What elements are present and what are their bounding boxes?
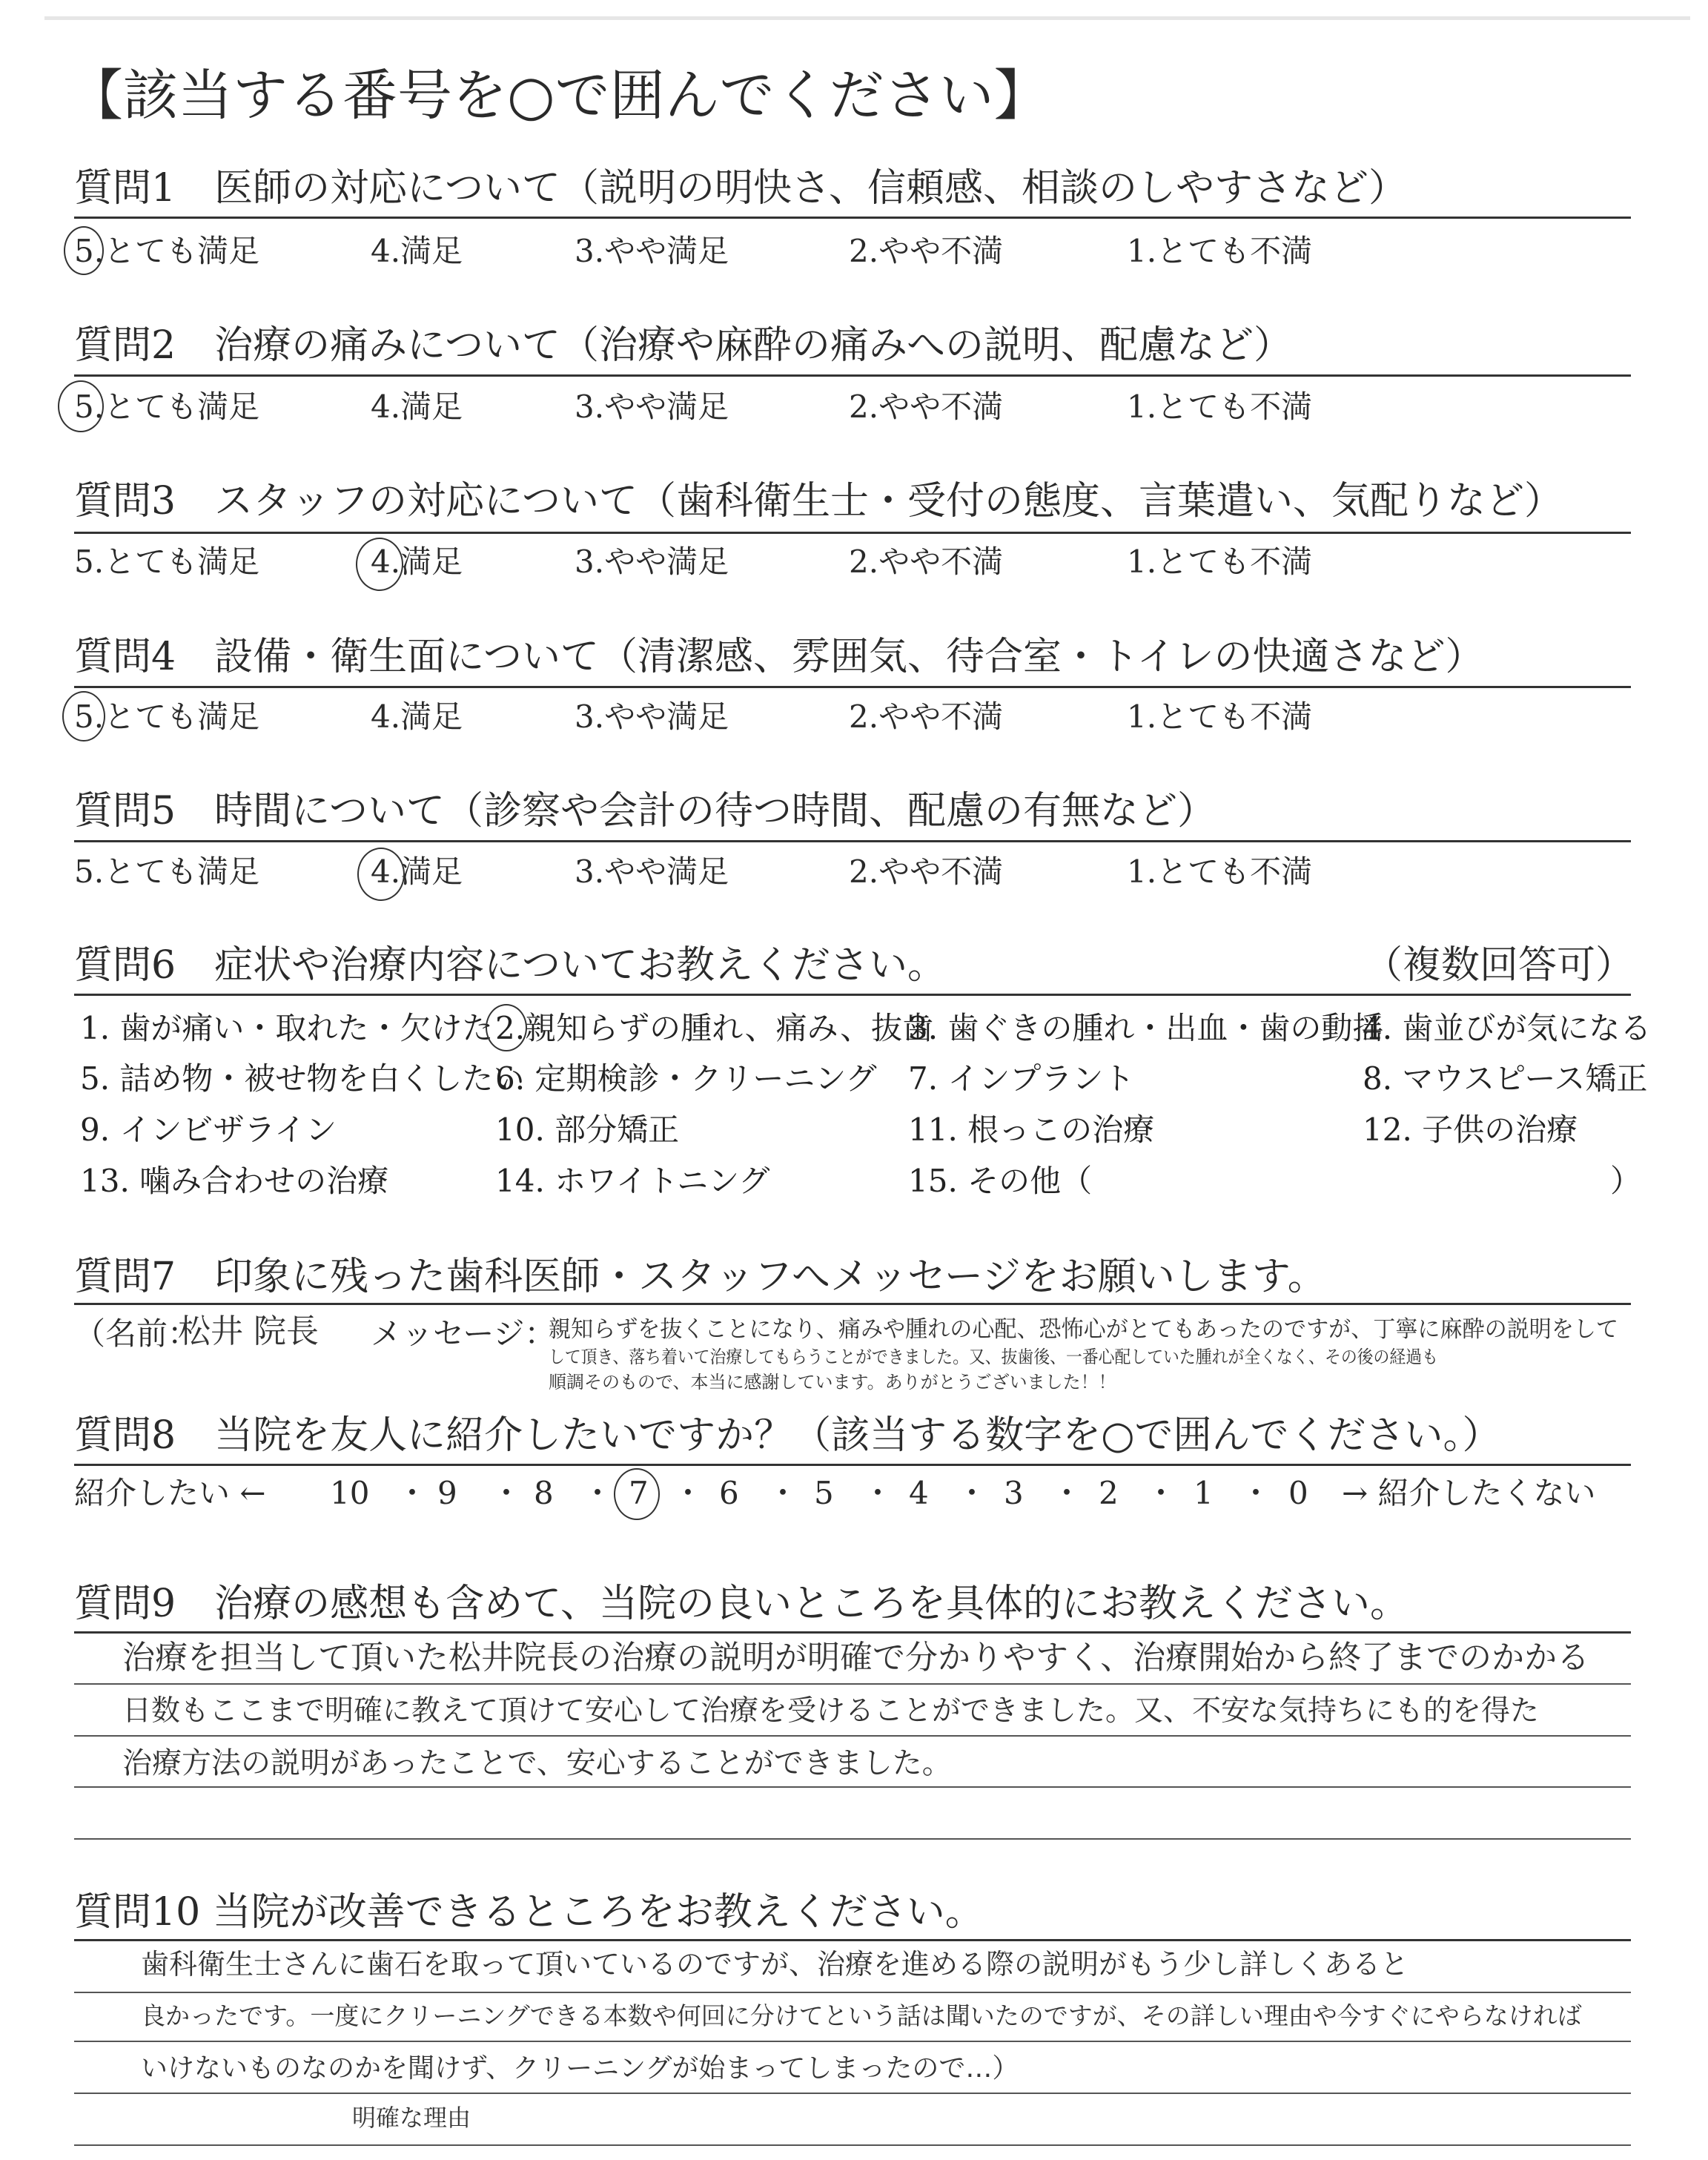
q10-answer-rule (74, 2093, 1631, 2094)
q5-option-5[interactable]: 5.とても満足 (74, 853, 260, 890)
q1-option-1[interactable]: 1.とても不満 (1127, 233, 1313, 269)
q1-option-3[interactable]: 3.やや満足 (575, 233, 729, 269)
question-2-rule (74, 374, 1631, 377)
q8-selection-circle (614, 1468, 660, 1520)
question-3-title: 質問3 スタッフの対応について（歯科衛生士・受付の態度、言葉遣い、気配りなど） (74, 479, 1563, 524)
q3-option-2[interactable]: 2.やや不満 (849, 544, 1004, 580)
q2-option-3[interactable]: 3.やや満足 (575, 389, 729, 425)
message-line-3[interactable]: 順調そのもので、本当に感謝しています。ありがとうございました！！ (549, 1372, 1116, 1393)
q6-option-11[interactable]: 11. 根っこの治療 (908, 1112, 1155, 1148)
q6-option-15[interactable]: 15. その他（ (908, 1163, 1093, 1199)
scale-dot: ・ (956, 1475, 988, 1511)
scale-dot: ・ (767, 1475, 799, 1511)
q2-option-4[interactable]: 4.満足 (371, 389, 463, 425)
q5-option-4[interactable]: 4.満足 (371, 853, 463, 890)
q4-option-4[interactable]: 4.満足 (371, 698, 463, 735)
q6-option-12[interactable]: 12. 子供の治療 (1363, 1112, 1578, 1148)
q10-answer-rule (74, 2144, 1631, 2146)
question-6-note: （複数回答可） (1364, 943, 1635, 988)
scale-dot: ・ (491, 1475, 523, 1511)
q10-answer-rule (74, 2041, 1631, 2042)
q6-option-14[interactable]: 14. ホワイトニング (495, 1163, 770, 1199)
q10-answer-line-3[interactable]: いけないものなのかを聞けず、クリーニングが始まってしまったので…） (141, 2053, 1019, 2084)
q9-answer-rule (74, 1683, 1631, 1685)
q6-option-1[interactable]: 1. 歯が痛い・取れた・欠けた (80, 1010, 494, 1046)
question-1-rule (74, 217, 1631, 219)
top-border (44, 16, 1690, 20)
q4-option-3[interactable]: 3.やや満足 (575, 698, 729, 735)
scale-dot: ・ (1240, 1475, 1272, 1511)
scale-5[interactable]: 5 (814, 1475, 834, 1511)
question-5-rule (74, 840, 1631, 842)
question-9-rule (74, 1631, 1631, 1634)
q2-option-1[interactable]: 1.とても不満 (1127, 389, 1313, 425)
scale-dot: ・ (672, 1475, 704, 1511)
question-5-title: 質問5 時間について（診察や会計の待つ時間、配慮の有無など） (74, 789, 1217, 833)
q9-answer-rule (74, 1786, 1631, 1788)
scale-1[interactable]: 1 (1194, 1475, 1214, 1511)
q9-answer-line-1[interactable]: 治療を担当して頂いた松井院長の治療の説明が明確で分かりやすく、治療開始から終了までのかかる (122, 1639, 1590, 1677)
q4-option-5[interactable]: 5.とても満足 (74, 698, 260, 735)
not-recommend-label: → 紹介したくない (1342, 1475, 1596, 1511)
q4-selection-circle (62, 691, 105, 742)
q2-option-5[interactable]: 5.とても満足 (74, 389, 260, 425)
q1-selection-circle (64, 226, 104, 275)
q9-answer-line-2[interactable]: 日数もここまで明確に教えて頂けて安心して治療を受けることができました。又、不安な気持ちにも的を得た (122, 1694, 1540, 1728)
q2-option-2[interactable]: 2.やや不満 (849, 389, 1004, 425)
q10-answer-rule (74, 1992, 1631, 1993)
message-line-1[interactable]: 親知らずを抜くことになり、痛みや腫れの心配、恐怖心がとてもあったのですが、丁寧に麻酔の説明をして (549, 1316, 1619, 1343)
q3-option-4[interactable]: 4.満足 (371, 544, 463, 580)
question-3-rule (74, 532, 1631, 534)
scale-8[interactable]: 8 (534, 1475, 554, 1511)
scale-6[interactable]: 6 (719, 1475, 739, 1511)
q5-selection-circle (357, 848, 405, 901)
question-7-title: 質問7 印象に残った歯科医師・スタッフへメッセージをお願いします。 (74, 1255, 1326, 1299)
message-line-2[interactable]: して頂き、落ち着いて治療してもらうことができました。又、抜歯後、一番心配していた腫れが全くなく、その後の経過も (549, 1347, 1438, 1367)
question-1-title: 質問1 医師の対応について（説明の明快さ、信頼感、相談のしやすさなど） (74, 166, 1407, 211)
q6-option-9[interactable]: 9. インビザライン (80, 1112, 337, 1148)
q6-option-2[interactable]: 2.親知らずの腫れ、痛み、抜歯 (495, 1010, 934, 1046)
q6-option-13[interactable]: 13. 噛み合わせの治療 (80, 1163, 389, 1199)
scale-dot: ・ (1051, 1475, 1083, 1511)
name-label: （名前： (74, 1315, 199, 1352)
question-2-title: 質問2 治療の痛みについて（治療や麻酔の痛みへの説明、配慮など） (74, 323, 1293, 368)
q10-answer-line-2[interactable]: 良かったです。一度にクリーニングできる本数や何回に分けてという話は聞いたのですが、その詳しい理由や今すぐにやらなければ (141, 2001, 1582, 2030)
question-6-title: 質問6 症状や治療内容についてお教えください。 (74, 943, 947, 988)
scale-3[interactable]: 3 (1004, 1475, 1024, 1511)
q4-option-2[interactable]: 2.やや不満 (849, 698, 1004, 735)
q5-option-3[interactable]: 3.やや満足 (575, 853, 729, 890)
q3-option-1[interactable]: 1.とても不満 (1127, 544, 1313, 580)
question-8-title: 質問8 当院を友人に紹介したいですか？（該当する数字を○で囲んでください。） (74, 1413, 1501, 1458)
q6-option-15-close: ） (1610, 1163, 1642, 1199)
q6-option-10[interactable]: 10. 部分矯正 (495, 1112, 680, 1148)
q10-answer-line-1[interactable]: 歯科衛生士さんに歯石を取って頂いているのですが、治療を進める際の説明がもう少し詳しくあると (141, 1948, 1409, 1981)
scale-10[interactable]: 10 (330, 1475, 370, 1511)
q1-option-2[interactable]: 2.やや不満 (849, 233, 1004, 269)
scale-dot: ・ (862, 1475, 894, 1511)
q9-answer-rule (74, 1735, 1631, 1737)
q9-answer-rule (74, 1838, 1631, 1840)
recommend-label: 紹介したい ← (74, 1475, 266, 1511)
q10-insert-note[interactable]: 明確な理由 (352, 2104, 471, 2132)
scale-dot: ・ (1145, 1475, 1177, 1511)
q1-option-5[interactable]: 5.とても満足 (74, 233, 260, 269)
q6-option-8[interactable]: 8. マウスピース矯正 (1363, 1060, 1648, 1097)
q1-option-4[interactable]: 4.満足 (371, 233, 463, 269)
q3-option-3[interactable]: 3.やや満足 (575, 544, 729, 580)
scale-dot: ・ (582, 1475, 614, 1511)
message-label: メッセージ： (371, 1315, 556, 1352)
page-header: 【該当する番号を○で囲んでください】 (68, 64, 1049, 128)
scale-4[interactable]: 4 (909, 1475, 929, 1511)
q6-option-5[interactable]: 5. 詰め物・被せ物を白くしたい (80, 1060, 525, 1097)
question-10-title: 質問10 当院が改善できるところをお教えください。 (74, 1890, 984, 1935)
scale-9[interactable]: 9 (437, 1475, 457, 1511)
q5-option-2[interactable]: 2.やや不満 (849, 853, 1004, 890)
q6-option-4[interactable]: 4. 歯並びが気になる (1363, 1010, 1652, 1046)
scale-dot: ・ (397, 1475, 428, 1511)
question-4-title: 質問4 設備・衛生面について（清潔感、雰囲気、待合室・トイレの快適さなど） (74, 635, 1484, 679)
question-6-rule (74, 994, 1631, 996)
q2-selection-circle (58, 380, 104, 432)
scale-0[interactable]: 0 (1288, 1475, 1308, 1511)
q3-option-5[interactable]: 5.とても満足 (74, 544, 260, 580)
scale-7[interactable]: 7 (629, 1475, 649, 1511)
q6-option-7[interactable]: 7. インプラント (908, 1060, 1135, 1097)
q3-selection-circle (356, 538, 403, 591)
q6-option-3[interactable]: 3. 歯ぐきの腫れ・出血・歯の動揺 (908, 1010, 1384, 1046)
question-9-title: 質問9 治療の感想も含めて、当院の良いところを具体的にお教えください。 (74, 1582, 1409, 1626)
q6-option-6[interactable]: 6. 定期検診・クリーニング (495, 1060, 877, 1097)
q9-answer-line-3[interactable]: 治療方法の説明があったことで、安心することができました。 (122, 1746, 952, 1780)
name-value[interactable]: 松井 院長 (178, 1312, 319, 1350)
question-4-rule (74, 686, 1631, 688)
question-7-rule (74, 1303, 1631, 1305)
question-8-rule (74, 1464, 1631, 1466)
question-10-rule (74, 1939, 1631, 1941)
scale-2[interactable]: 2 (1099, 1475, 1119, 1511)
q5-option-1[interactable]: 1.とても不満 (1127, 853, 1313, 890)
q6-selection-circle (486, 1004, 527, 1051)
q4-option-1[interactable]: 1.とても不満 (1127, 698, 1313, 735)
